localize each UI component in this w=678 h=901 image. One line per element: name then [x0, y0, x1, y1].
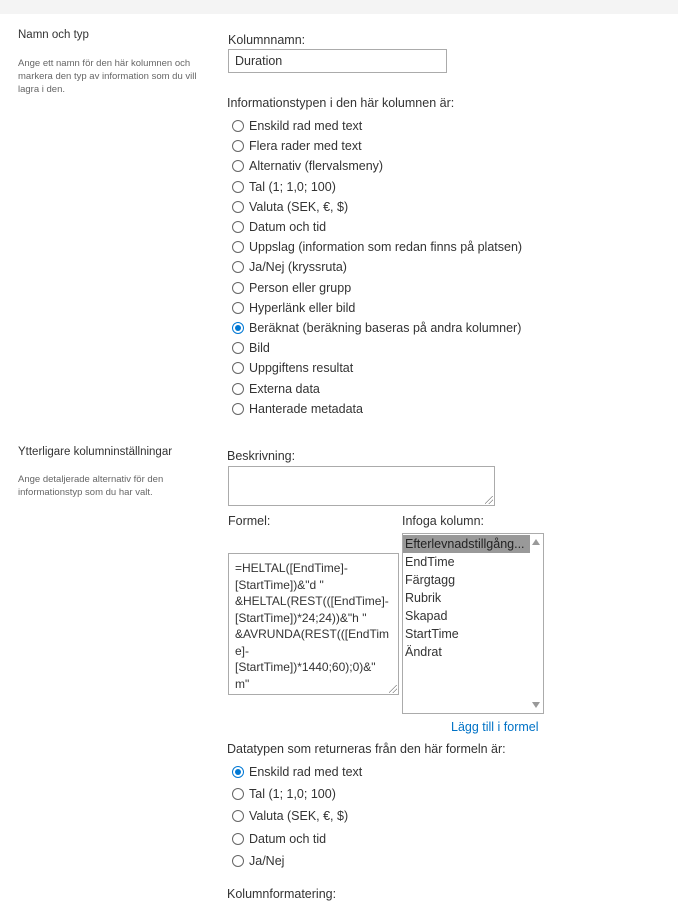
column-formatting-label: Kolumnformatering:: [227, 887, 337, 901]
radio-button[interactable]: [232, 120, 244, 132]
return-type-option[interactable]: [232, 807, 348, 825]
info-type-option[interactable]: [232, 319, 521, 337]
info-type-option[interactable]: [232, 178, 336, 196]
radio-button[interactable]: [232, 302, 244, 314]
radio-button[interactable]: [232, 342, 244, 354]
radio-label: Tal (1; 1,0; 100): [249, 787, 336, 802]
top-bar: [0, 0, 678, 14]
resize-grip-icon[interactable]: [389, 685, 397, 693]
radio-button[interactable]: [232, 282, 244, 294]
radio-button[interactable]: [232, 261, 244, 273]
formula-textarea[interactable]: [228, 553, 399, 695]
info-type-option[interactable]: [232, 117, 362, 135]
radio-label: Externa data: [249, 381, 320, 396]
radio-button[interactable]: [232, 201, 244, 213]
info-type-option[interactable]: [232, 157, 383, 175]
radio-label: Tal (1; 1,0; 100): [249, 179, 336, 194]
list-item[interactable]: Skapad: [405, 609, 448, 623]
radio-label: Hyperlänk eller bild: [249, 300, 356, 315]
name-section-title: Namn och typ: [18, 29, 89, 41]
description-label: Beskrivning:: [227, 449, 296, 463]
radio-button[interactable]: [232, 181, 244, 193]
info-type-option[interactable]: [232, 137, 362, 155]
radio-button[interactable]: [232, 362, 244, 374]
additional-section-description: Ange detaljerade alternativ för den informationstyp som du har valt.: [18, 474, 164, 498]
info-type-option[interactable]: [232, 258, 347, 276]
insert-column-label: Infoga kolumn:: [402, 514, 484, 528]
return-type-option[interactable]: [232, 763, 362, 781]
return-type-label: Datatypen som returneras från den här formeln är:: [227, 742, 506, 756]
add-to-formula-link[interactable]: Lägg till i formel: [451, 720, 539, 734]
radio-label: Valuta (SEK, €, $): [249, 809, 349, 824]
description-textarea[interactable]: [228, 466, 495, 506]
radio-button[interactable]: [232, 221, 244, 233]
info-type-option[interactable]: [232, 299, 355, 317]
radio-label: Datum och tid: [249, 220, 327, 234]
radio-label: Flera rader med text: [249, 139, 362, 154]
radio-button[interactable]: [232, 322, 244, 334]
radio-label: Ja/Nej: [249, 853, 285, 868]
radio-label: Hanterade metadata: [249, 401, 363, 416]
list-item[interactable]: StartTime: [405, 627, 459, 641]
insert-column-listbox[interactable]: [402, 533, 544, 714]
radio-button[interactable]: [232, 855, 244, 867]
name-section-description: Ange ett namn för den här kolumnen och markera den typ av information som du vill lagra i den.: [18, 58, 197, 95]
radio-label: Enskild rad med text: [249, 119, 363, 133]
radio-button[interactable]: [232, 766, 244, 778]
column-name-input[interactable]: [228, 49, 447, 73]
radio-button[interactable]: [232, 810, 244, 822]
return-type-option[interactable]: [232, 785, 336, 803]
radio-label: Datum och tid: [249, 831, 327, 846]
radio-button[interactable]: [232, 788, 244, 800]
resize-grip-icon[interactable]: [485, 496, 493, 504]
list-item[interactable]: Efterlevnadstillgång...: [403, 535, 530, 553]
radio-button[interactable]: [232, 140, 244, 152]
list-item[interactable]: Färgtagg: [405, 573, 456, 587]
info-type-option[interactable]: [232, 380, 320, 398]
radio-label: Uppslag (information som redan finns på platsen): [249, 240, 523, 255]
info-type-option[interactable]: [232, 238, 522, 256]
formula-label: Formel:: [228, 514, 271, 528]
info-type-option[interactable]: [232, 359, 353, 377]
formula-text: =HELTAL([EndTime]- [StartTime])&"d " &HELTAL(REST(([EndTime]- [StartTime])*24;24))&"h " &AVRUNDA(REST(([EndTim e]- [StartTime])*1440;60);0)&" m": [235, 561, 390, 691]
radio-label: Beräknat (beräkning baseras på andra kolumner): [249, 321, 522, 335]
additional-section-title: Ytterligare kolumninställningar: [18, 446, 173, 458]
radio-button[interactable]: [232, 833, 244, 845]
list-item[interactable]: Rubrik: [405, 591, 442, 605]
radio-label: Person eller grupp: [249, 280, 352, 295]
info-type-label: Informationstypen i den här kolumnen är:: [227, 96, 455, 110]
info-type-option[interactable]: [232, 339, 270, 357]
radio-label: Alternativ (flervalsmeny): [249, 159, 384, 174]
radio-label: Ja/Nej (kryssruta): [249, 260, 347, 275]
return-type-option[interactable]: [232, 852, 284, 870]
list-item[interactable]: EndTime: [405, 555, 455, 569]
scroll-down-icon[interactable]: [532, 702, 540, 708]
radio-label: Valuta (SEK, €, $): [249, 199, 349, 214]
info-type-option[interactable]: [232, 198, 348, 216]
scroll-up-icon[interactable]: [532, 539, 540, 545]
radio-label: Uppgiftens resultat: [249, 361, 354, 376]
radio-label: Enskild rad med text: [249, 765, 363, 779]
return-type-option[interactable]: [232, 830, 326, 848]
info-type-option[interactable]: [232, 218, 326, 236]
radio-button[interactable]: [232, 383, 244, 395]
radio-label: Bild: [249, 341, 270, 356]
info-type-option[interactable]: [232, 279, 351, 297]
info-type-option[interactable]: [232, 400, 363, 418]
list-item[interactable]: Ändrat: [405, 645, 442, 659]
radio-button[interactable]: [232, 160, 244, 172]
column-name-label: Kolumnnamn:: [228, 33, 306, 47]
radio-button[interactable]: [232, 241, 244, 253]
radio-button[interactable]: [232, 403, 244, 415]
